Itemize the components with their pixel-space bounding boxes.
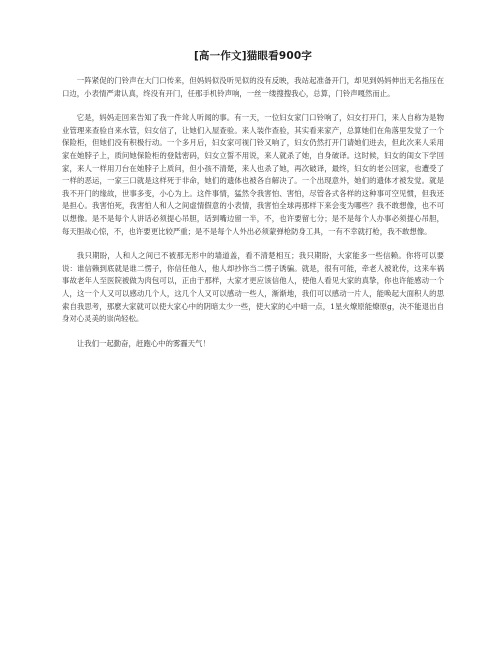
paragraph-4: 让我们一起勤奋，赶跑心中的雾霾天气！ [76,338,210,348]
document-title: [高一作文]猫眼看900字 [193,50,313,62]
paragraph-3: 我只期盼，人和人之间已不被那无形中的墙道盖，看不清楚相互；我只期盼，大家能多一些信赖。你将可以要说：谁信赖到底就是谁二愣子，你信任他人，他人却抄你当二愣子诱骗。就是，很有可能，牵老人被讹传，这来车祸事故老年人至医院被做为肉包可以，正由于那样，大家才更应该信他人，使他人看见大家的真挚，你也许能感动一个人，这一个人又可以感动几个人，这几个人又可以感动一些人，渐渐地，我们可以感动一片人，能唤起大面积人的思索自我思考，那麽大家就可以使大家心中的阴暗太少一些，使大家的心中暗一点，1星火燎原能燎原g，决不能退出自身对心灵美的崇尚轻松。 [62,251,444,324]
paragraph-1: 一阵紧促的门铃声在大门口传来，但妈妈似没听见似的没有反映，我站起准备开门，却见到妈妈伸出无名指压在口边，小表情严肃认真，终没有开门，任那手机铃声响，一丝一缕搜搜我心，总算，门铃声嘎然而止。 [62,76,444,98]
paragraph-2: 它是，妈妈走回来告知了我一件耸人听闻的事。有一天，一位妇女家门口铃响了，妇女打开门，来人自称为是物业管理来查验自来水管，妇女信了，让她们入屋查验。来人装作查验，其实看来家产，总算她们在角落里发觉了一个保险柜，但她们没有积极行动。一个多月后，妇女家可视门铃又响了，妇女仍然打开门请她们进去，但此次来人采用家在她脖子上，质问她保险柜的登陆密码，妇女立誓不用说，来人就杀了她，自身破译。这时候，妇女的闺女下学回家，来人一样用刀台在她脖子上质问，但小孩不清楚，来人也杀了她，再次破译，最终，妇女的老公回家，也遭受了一样的恶运，一家三口就是这样死于非命，她们的遗体也被各自解决了。一个出现意外，她们的遗体才被发觉。就是我不开门的缘故，世事多变，小心为上。这件事情，猛然令我害怕、害怕，尽管各式各样的这种事可空见惯，但我还是担心。我害怕死，我害怕人和人之间虚情假意的小表情，我害怕全球再那样下来会变为哪些？我不敢想像，也不可以想像。是不是每个人讲话必须提心吊胆，话到嘴边留一半，不，也许要留七分；是不是每个人办事必须提心吊胆，每天胆战心惊，不，也许要更比较严重；是不是每个人外出必须蒙弹枪防身工具，一有不幸就打枪，我不敢想像。 [62,113,444,236]
